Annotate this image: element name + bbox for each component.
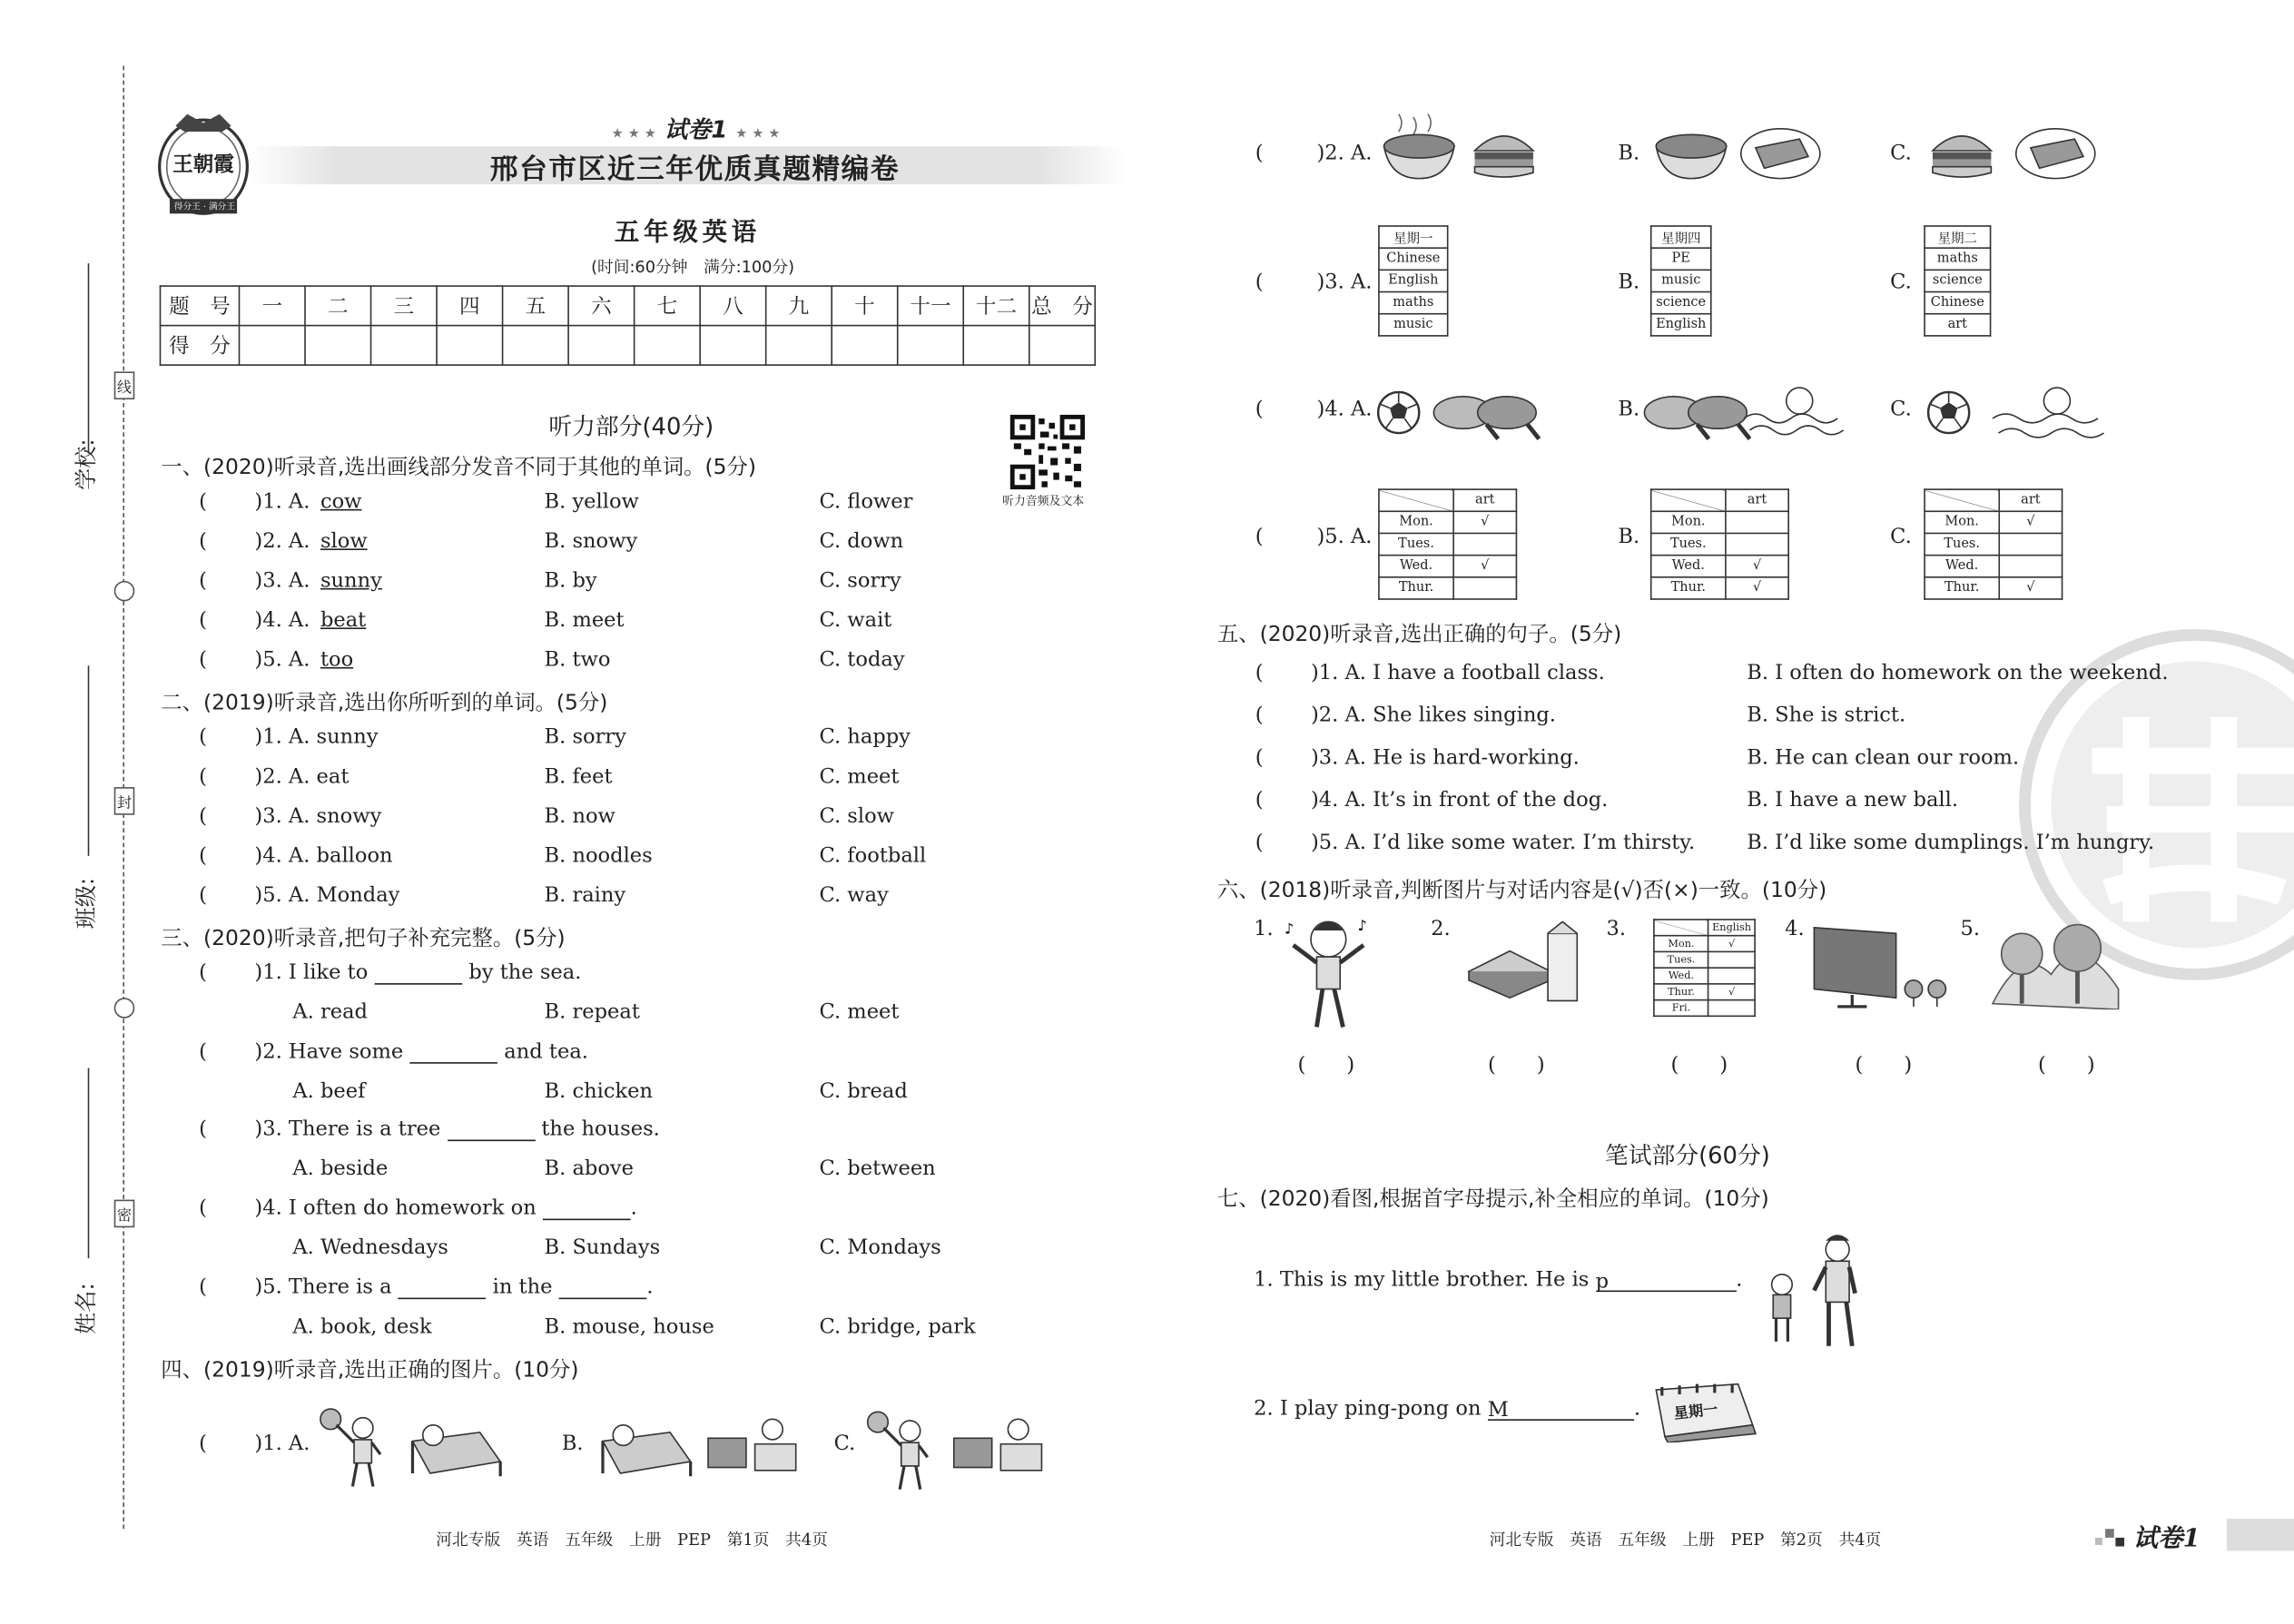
paren: (	[199, 843, 207, 868]
paren: (	[199, 1275, 207, 1300]
schedule-day: Tues.	[1651, 533, 1726, 555]
star-icon: ★ ★ ★	[611, 127, 656, 143]
boy-with-ball-picture[interactable]	[863, 1407, 937, 1495]
schedule-col: art	[1999, 489, 2062, 511]
score-input[interactable]	[568, 326, 635, 366]
sentence	[1254, 1268, 1742, 1292]
schedule-day: Fri.	[1654, 1000, 1708, 1017]
option-c[interactable]: C. down	[819, 529, 904, 554]
schedule-table-b[interactable]	[1650, 488, 1789, 599]
item-number: 5.	[1960, 917, 1981, 941]
section-7-heading: 七、(2020)看图,根据首字母提示,补全相应的单词。(10分)	[1216, 1187, 1769, 1212]
option-b[interactable]: B. above	[544, 1156, 635, 1181]
paren: (	[199, 725, 207, 750]
score-cell: 二	[305, 286, 371, 326]
option-c[interactable]: C. way	[819, 883, 889, 908]
paren: (	[1255, 398, 1264, 422]
timetable-cell: English	[1651, 314, 1711, 336]
schedule-mark: √	[1708, 984, 1755, 1000]
schedule-mark: √	[1726, 577, 1788, 599]
item-number: 1.	[1254, 917, 1274, 941]
footer-left: 河北专版 英语 五年级 上册 PEP 第1页 共4页	[436, 1530, 828, 1550]
sentence	[254, 961, 581, 985]
option-c[interactable]: C. today	[819, 647, 905, 672]
option-b-label[interactable]: B.	[1618, 398, 1640, 422]
score-input[interactable]	[700, 326, 766, 366]
option-c-label[interactable]: C.	[1890, 398, 1912, 422]
option-a[interactable]: )5. A. Monday	[254, 883, 400, 908]
sentence-pre: )2. Have some	[254, 1039, 404, 1064]
score-input[interactable]	[832, 326, 898, 366]
school-label: 学校:	[73, 438, 100, 490]
item-number: 2.	[1431, 917, 1451, 941]
swimming-icon[interactable]	[1741, 380, 1846, 445]
score-input[interactable]	[371, 326, 438, 366]
question-number: )3. A.	[1316, 271, 1373, 294]
option-b-label[interactable]: B.	[1618, 142, 1640, 166]
schedule-mark	[1453, 577, 1516, 599]
schedule-corner	[1379, 489, 1453, 511]
time-info: (时间:60分钟 满分:100分)	[591, 257, 795, 277]
schedule-day: Wed.	[1379, 556, 1453, 577]
option-a[interactable]: A. Wednesdays	[292, 1235, 448, 1260]
swimming-icon[interactable]	[1990, 380, 2116, 448]
english-schedule-table[interactable]	[1653, 919, 1756, 1017]
logo-text: 王朝霞	[172, 153, 234, 178]
brothers-picture[interactable]	[1761, 1232, 1878, 1352]
hint-letter: M	[1487, 1398, 1509, 1422]
schedule-mark	[1453, 533, 1516, 555]
schedule-day: Mon.	[1379, 511, 1453, 533]
score-cell: 三	[371, 286, 438, 326]
schedule-day: Mon.	[1925, 511, 1999, 533]
hint-letter: p	[1595, 1269, 1610, 1294]
bed-picture[interactable]	[404, 1412, 507, 1481]
schedule-mark: √	[1453, 556, 1516, 577]
schedule-day: Wed.	[1925, 556, 1999, 577]
footer-tag-bar	[2227, 1519, 2294, 1550]
timetable-a[interactable]	[1378, 225, 1448, 336]
schedule-mark: √	[1999, 577, 2062, 599]
option-a[interactable]: slow	[320, 529, 368, 554]
paren: (	[1255, 831, 1264, 855]
option-b[interactable]: B. I’d like some dumplings. I’m hungry.	[1747, 831, 2155, 855]
paren: (	[199, 608, 207, 633]
binding-hole	[114, 581, 135, 602]
fish-plate-picture[interactable]	[1738, 124, 1823, 182]
boy-with-ball-picture[interactable]	[316, 1404, 389, 1492]
schedule-mark	[1999, 556, 2062, 577]
score-cell: 一	[239, 286, 305, 326]
option-c[interactable]: C. bridge, park	[819, 1314, 976, 1339]
item-number: 3.	[1606, 917, 1627, 941]
section-4-heading: 四、(2019)听录音,选出正确的图片。(10分)	[161, 1359, 579, 1383]
option-a[interactable]: cow	[320, 489, 362, 514]
paren: (	[199, 1196, 207, 1221]
score-cell: 六	[568, 286, 635, 326]
qr-code-icon[interactable]	[1009, 414, 1086, 490]
score-cell: 得 分	[160, 326, 239, 366]
football-icon[interactable]	[1375, 389, 1423, 437]
written-title: 笔试部分(60分)	[1604, 1141, 1770, 1169]
timetable-cell: Chinese	[1925, 292, 1991, 314]
option-b-label[interactable]: B.	[1618, 525, 1640, 549]
sentence-pre: )3. There is a tree	[254, 1117, 441, 1142]
timetable-cell: 星期四	[1651, 226, 1711, 248]
schedule-mark: √	[1999, 511, 2062, 533]
score-input[interactable]	[766, 326, 832, 366]
score-cell: 题 号	[160, 286, 239, 326]
option-a[interactable]: )3. A. He is hard-working.	[1310, 745, 1580, 770]
option-b[interactable]: B. I have a new ball.	[1747, 788, 1959, 812]
question-number: )5. A.	[254, 647, 310, 672]
schedule-day: Thur.	[1654, 984, 1708, 1000]
paren: (	[1255, 525, 1264, 549]
series-label	[612, 111, 781, 144]
sentence	[254, 1196, 636, 1220]
answer-blank[interactable]	[409, 1042, 497, 1064]
option-b[interactable]: B. feet	[544, 764, 613, 789]
sentence-pre: )4. I often do homework on	[254, 1196, 537, 1221]
question-number: )2. A.	[1316, 142, 1373, 166]
option-c-label[interactable]: C.	[833, 1432, 856, 1456]
option-b[interactable]: B. meet	[544, 608, 625, 633]
timetable-cell: English	[1379, 270, 1448, 291]
schedule-mark	[1726, 511, 1788, 533]
binding-hole	[114, 998, 135, 1019]
schedule-corner	[1651, 489, 1726, 511]
sentence-post: by the sea.	[468, 960, 582, 985]
timetable-cell: maths	[1379, 292, 1448, 314]
timetable-cell: science	[1651, 292, 1711, 314]
footer-right: 河北专版 英语 五年级 上册 PEP 第2页 共4页	[1489, 1530, 1882, 1550]
schedule-table-a[interactable]	[1378, 488, 1517, 599]
noodles-bowl-picture[interactable]	[1378, 105, 1460, 187]
schedule-day: Mon.	[1651, 511, 1726, 533]
paren: (	[199, 1117, 207, 1142]
sentence-mid: in the	[492, 1275, 553, 1300]
option-b[interactable]: B. She is strict.	[1747, 704, 1906, 728]
sentence	[254, 1117, 659, 1141]
schedule-day: Thur.	[1651, 577, 1726, 599]
footer-tag: 试卷1	[2132, 1524, 2200, 1554]
timetable-cell: art	[1925, 314, 1991, 336]
noodles-bowl-picture[interactable]	[1650, 105, 1732, 187]
option-c-label[interactable]: C.	[1890, 142, 1912, 166]
seal-mark: 封	[114, 787, 135, 815]
option-a[interactable]: )1. A. I have a football class.	[1310, 661, 1605, 685]
calendar-text: 星期一	[1673, 1402, 1719, 1423]
paren: (	[1255, 788, 1264, 812]
schedule-table-c[interactable]	[1924, 488, 2063, 599]
schedule-day: Thur.	[1379, 577, 1453, 599]
hamburger-picture[interactable]	[1928, 124, 1995, 182]
name-label: 姓名:	[73, 1283, 100, 1334]
option-c[interactable]: C. Mondays	[819, 1235, 941, 1260]
answer-blank[interactable]	[1488, 1399, 1634, 1421]
paren: (	[1255, 271, 1264, 294]
score-cell: 七	[635, 286, 701, 326]
paren: (	[199, 764, 207, 789]
score-table-row	[160, 326, 1095, 366]
paren: (	[1255, 745, 1264, 770]
schedule-corner	[1654, 920, 1708, 936]
fish-plate-picture[interactable]	[2013, 124, 2098, 182]
answer-blank[interactable]	[399, 1277, 487, 1299]
score-cell: 五	[503, 286, 569, 326]
option-a[interactable]: A. beside	[292, 1156, 389, 1181]
class-label: 班级:	[73, 877, 100, 930]
svg-text:♪: ♪	[1357, 917, 1367, 935]
timetable-cell: 星期二	[1925, 226, 1991, 248]
answer-paren[interactable]: ( )	[1855, 1053, 1913, 1078]
paren: (	[199, 883, 207, 908]
sentence-pre: )5. There is a	[254, 1275, 392, 1300]
score-table-header	[160, 286, 1095, 326]
schedule-mark	[1708, 951, 1755, 968]
schedule-mark: √	[1708, 936, 1755, 952]
ping-pong-paddles-icon[interactable]	[1431, 392, 1557, 442]
paren: (	[199, 804, 207, 829]
schedule-day: Thur.	[1925, 577, 1999, 599]
option-b-label[interactable]: B.	[1618, 271, 1640, 294]
section-3-heading: 三、(2020)听录音,把句子补充完整。(5分)	[161, 927, 566, 951]
score-cell: 十	[832, 286, 898, 326]
watching-tv-picture[interactable]	[705, 1412, 805, 1485]
qr-caption: 听力音频及文本	[1001, 494, 1085, 508]
option-a[interactable]: )1. A. sunny	[254, 725, 379, 750]
item-number: 4.	[1785, 917, 1805, 941]
answer-paren[interactable]: ( )	[1487, 1053, 1545, 1078]
option-b[interactable]: B. noodles	[544, 843, 653, 868]
football-icon[interactable]	[1925, 389, 1973, 437]
option-b[interactable]: B. Sundays	[544, 1235, 661, 1260]
question-number: )4. A.	[1316, 398, 1373, 422]
schedule-col: art	[1726, 489, 1788, 511]
option-a[interactable]: )4. A. It’s in front of the dog.	[1310, 788, 1609, 812]
option-c[interactable]: C. slow	[819, 804, 894, 829]
paren: (	[199, 489, 207, 514]
schedule-day: Wed.	[1654, 968, 1708, 984]
exam-title: 邢台市区近三年优质真题精编卷	[489, 153, 901, 186]
score-cell: 四	[437, 286, 503, 326]
score-cell: 总 分	[1029, 286, 1096, 326]
seal-mark: 线	[114, 371, 135, 399]
option-c-label[interactable]: C.	[1890, 525, 1912, 549]
option-c-label[interactable]: C.	[1890, 271, 1912, 294]
option-a[interactable]: A. beef	[292, 1079, 366, 1104]
option-b[interactable]: B. chicken	[544, 1079, 654, 1104]
timetable-c[interactable]	[1924, 225, 1991, 336]
answer-blank[interactable]	[559, 1277, 647, 1299]
option-a[interactable]: )2. A. eat	[254, 764, 350, 789]
option-c[interactable]: C. happy	[819, 725, 911, 750]
option-c[interactable]: C. between	[819, 1156, 936, 1181]
schedule-day: Mon.	[1654, 936, 1708, 952]
option-a[interactable]: beat	[320, 608, 367, 633]
option-b[interactable]: B. snowy	[544, 529, 638, 554]
timetable-cell: science	[1925, 270, 1991, 291]
option-b[interactable]: B. He can clean our room.	[1747, 745, 2020, 770]
desk-calendar-icon[interactable]	[1650, 1381, 1758, 1442]
hamburger-picture[interactable]	[1471, 124, 1538, 182]
schedule-corner	[1925, 489, 1999, 511]
schedule-mark	[1708, 1000, 1755, 1017]
footer-squares-icon	[2095, 1524, 2127, 1545]
schedule-mark	[1726, 533, 1788, 555]
watching-tv-picture[interactable]	[951, 1412, 1051, 1488]
schedule-mark	[1999, 533, 2062, 555]
score-input[interactable]	[635, 326, 701, 366]
score-input[interactable]	[1029, 326, 1096, 366]
paren: (	[199, 1039, 207, 1064]
timetable-cell: 星期一	[1379, 226, 1448, 248]
option-b[interactable]: B. sorry	[544, 725, 626, 750]
schedule-day: Tues.	[1379, 533, 1453, 555]
option-c[interactable]: C. wait	[819, 608, 892, 633]
question-number: )4. A.	[254, 608, 310, 633]
tv-and-plants-picture[interactable]	[1808, 919, 1952, 1009]
sentence-pre: 1. This is my little brother. He is	[1254, 1268, 1590, 1293]
option-a[interactable]: )4. A. balloon	[254, 843, 393, 868]
paren: (	[199, 568, 207, 593]
score-input[interactable]	[503, 326, 569, 366]
question-number: )1. A.	[254, 489, 310, 514]
listening-title: 听力部分(40分)	[548, 412, 714, 441]
option-b-label[interactable]: B.	[561, 1432, 584, 1456]
answer-blank[interactable]	[543, 1198, 631, 1220]
option-b[interactable]: B. mouse, house	[544, 1314, 714, 1339]
option-c[interactable]: C. meet	[819, 1000, 900, 1025]
svg-text:♪: ♪	[1284, 920, 1295, 938]
paren: (	[199, 647, 207, 672]
sentence	[254, 1040, 588, 1064]
option-b[interactable]: B. rainy	[544, 883, 626, 908]
score-input[interactable]	[305, 326, 371, 366]
section-2-heading: 二、(2019)听录音,选出你所听到的单词。(5分)	[161, 692, 608, 716]
timetable-cell: Chinese	[1379, 248, 1448, 270]
forest-picture[interactable]	[1990, 916, 2122, 1009]
option-c[interactable]: C. flower	[819, 489, 913, 514]
option-a[interactable]: )5. A. I’d like some water. I’m thirsty.	[1310, 831, 1696, 855]
sentence-post: .	[1633, 1397, 1641, 1421]
bed-picture[interactable]	[594, 1412, 696, 1481]
brand-logo	[155, 105, 251, 222]
sentence	[254, 1275, 653, 1299]
schedule-mark	[1708, 968, 1755, 984]
answer-paren[interactable]: ( )	[1297, 1053, 1355, 1078]
option-b[interactable]: B. I often do homework on the weekend.	[1747, 661, 2169, 685]
sentence-post: and tea.	[504, 1039, 588, 1064]
schedule-col: art	[1453, 489, 1516, 511]
score-cell: 十二	[963, 286, 1029, 326]
option-b[interactable]: B. repeat	[544, 1000, 640, 1025]
timetable-cell: music	[1379, 314, 1448, 336]
score-input[interactable]	[437, 326, 503, 366]
option-a[interactable]: A. book, desk	[292, 1314, 432, 1339]
logo-subtext: 得分王 · 满分王	[173, 202, 236, 212]
schedule-col: English	[1708, 920, 1755, 936]
paren: (	[1255, 142, 1264, 166]
option-a[interactable]: A. read	[292, 1000, 368, 1025]
option-a[interactable]: )3. A. snowy	[254, 804, 382, 829]
paren: (	[1255, 661, 1264, 685]
option-b[interactable]: B. yellow	[544, 489, 639, 514]
option-b[interactable]: B. now	[544, 804, 615, 829]
section-1-heading: 一、(2020)听录音,选出画线部分发音不同于其他的单词。(5分)	[161, 456, 756, 480]
paren: (	[1255, 704, 1264, 728]
timetable-cell: music	[1651, 270, 1711, 291]
section-5-heading: 五、(2020)听录音,选出正确的句子。(5分)	[1216, 623, 1622, 647]
sentence-post: .	[646, 1275, 654, 1300]
timetable-cell: PE	[1651, 248, 1711, 270]
paren: (	[199, 529, 207, 554]
series-text: 试卷1	[664, 115, 728, 143]
schedule-mark: √	[1453, 511, 1516, 533]
question-number: )5. A.	[1316, 525, 1373, 549]
sentence-post: the houses.	[541, 1117, 660, 1142]
answer-blank[interactable]	[1596, 1270, 1737, 1292]
question-number: )3. A.	[254, 568, 310, 593]
option-c[interactable]: C. bread	[819, 1079, 908, 1104]
option-c[interactable]: C. football	[819, 843, 927, 868]
timetable-cell: maths	[1925, 248, 1991, 270]
sentence-post: .	[630, 1196, 637, 1221]
answer-blank[interactable]	[447, 1119, 535, 1141]
question-number: )2. A.	[254, 529, 310, 554]
dancing-boy-picture[interactable]	[1282, 913, 1375, 1036]
star-icon: ★ ★ ★	[735, 127, 781, 143]
score-cell: 十一	[898, 286, 964, 326]
option-a[interactable]: too	[320, 647, 354, 672]
sentence	[1254, 1397, 1640, 1421]
schedule-day: Tues.	[1654, 951, 1708, 968]
paren: (	[199, 960, 207, 985]
sentence-pre: )1. I like to	[254, 960, 369, 985]
sandwich-milk-picture[interactable]	[1463, 919, 1586, 1007]
option-c[interactable]: C. sorry	[819, 568, 901, 593]
option-a[interactable]: sunny	[320, 568, 382, 593]
option-b[interactable]: B. two	[544, 647, 611, 672]
score-cell: 八	[700, 286, 766, 326]
question-number: )1. A.	[254, 1432, 310, 1456]
subject-title: 五年级英语	[614, 218, 762, 248]
timetable-b[interactable]	[1650, 225, 1712, 336]
score-cell: 九	[766, 286, 832, 326]
paren: (	[199, 1432, 207, 1456]
option-b[interactable]: B. by	[544, 568, 597, 593]
schedule-mark: √	[1726, 556, 1788, 577]
sentence-pre: 2. I play ping-pong on	[1254, 1397, 1482, 1421]
option-a[interactable]: )2. A. She likes singing.	[1310, 704, 1556, 728]
answer-blank[interactable]	[374, 962, 462, 984]
score-input[interactable]	[898, 326, 964, 366]
answer-paren[interactable]: ( )	[1670, 1053, 1728, 1078]
schedule-day: Tues.	[1925, 533, 1999, 555]
seal-mark: 密	[114, 1200, 135, 1228]
sentence-post: .	[1736, 1268, 1743, 1293]
score-table	[160, 285, 1096, 366]
score-input[interactable]	[963, 326, 1029, 366]
schedule-day: Wed.	[1651, 556, 1726, 577]
section-6-heading: 六、(2018)听录音,判断图片与对话内容是(√)否(×)一致。(10分)	[1216, 879, 1827, 903]
option-c[interactable]: C. meet	[819, 764, 900, 789]
score-input[interactable]	[239, 326, 305, 366]
answer-paren[interactable]: ( )	[2037, 1053, 2095, 1078]
